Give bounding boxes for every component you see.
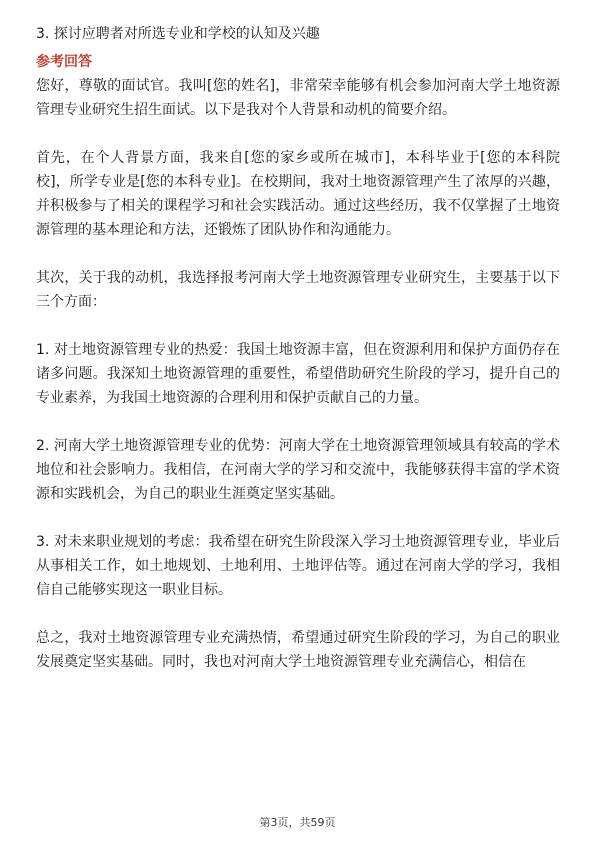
paragraph-motivation: 其次，关于我的动机，我选择报考河南大学土地资源管理专业研究生，主要基于以下三个方面： — [36, 270, 560, 310]
document-page — [36, 22, 560, 698]
question-heading: 3. 探讨应聘者对所选专业和学校的认知及兴趣 — [36, 26, 320, 42]
paragraph-conclusion: 总之，我对土地资源管理专业充满热情，希望通过研究生阶段的学习，为自己的职业发展奠定坚实基础。同时，我也对河南大学土地资源管理专业充满信心，相信在 — [36, 630, 560, 670]
paragraph-point-3: 3. 对未来职业规划的考虑：我希望在研究生阶段深入学习土地资源管理专业，毕业后从事相关工作，如土地规划、土地利用、土地评估等。通过在河南大学的学习，我相信自己能够实现这一职业目标。 — [36, 534, 560, 598]
page-number-footer: 第3页，共59页 — [259, 816, 336, 829]
paragraph-point-1: 1. 对土地资源管理专业的热爱：我国土地资源丰富，但在资源利用和保护方面仍存在诸多问题。我深知土地资源管理的重要性，希望借助研究生阶段的学习，提升自己的专业素养，为我国土地资源的合理利用和保护贡献自己的力量。 — [36, 342, 560, 406]
paragraph-intro: 您好，尊敬的面试官。我叫[您的姓名]，非常荣幸能够有机会参加河南大学土地资源管理专业研究生招生面试。以下是我对个人背景和动机的简要介绍。 — [36, 78, 560, 118]
paragraph-point-2: 2. 河南大学土地资源管理专业的优势：河南大学在土地资源管理领域具有较高的学术地位和社会影响力。我相信，在河南大学的学习和交流中，我能够获得丰富的学术资源和实践机会，为自己的职业生涯奠定坚实基础。 — [36, 438, 560, 502]
paragraph-background: 首先，在个人背景方面，我来自[您的家乡或所在城市]，本科毕业于[您的本科院校]，所学专业是[您的本科专业]。在校期间，我对土地资源管理产生了浓厚的兴趣，并积极参与了相关的课程学习和社会实践活动。通过这些经历，我不仅掌握了土地资源管理的基本理论和方法，还锻炼了团队协作和沟通能力。 — [36, 150, 560, 238]
answer-label: 参考回答 — [36, 54, 92, 70]
